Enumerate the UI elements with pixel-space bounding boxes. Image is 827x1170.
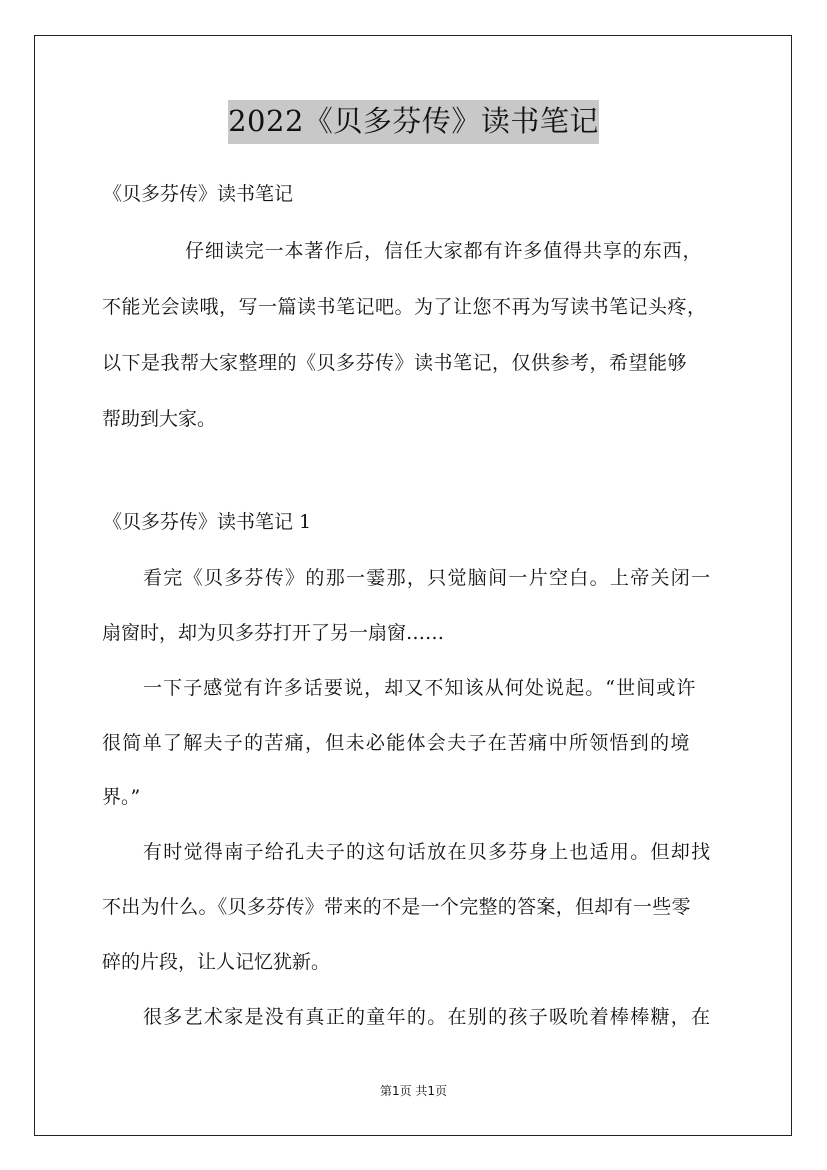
intro-line-2: 不能光会读哦，写一篇读书笔记吧。为了让您不再为写读书笔记头疼，: [102, 296, 707, 318]
body-line-4: 很简单了解夫子的苦痛，但未必能体会夫子在苦痛中所领悟到的境: [102, 732, 691, 754]
body-line-7: 不出为什么。《贝多芬传》带来的不是一个完整的答案，但却有一些零: [102, 896, 691, 918]
body-line-9: 很多艺术家是没有真正的童年的。在别的孩子吸吮着棒棒糖，在: [143, 1006, 712, 1028]
subtitle: 《贝多芬传》读书笔记: [103, 183, 294, 205]
body-line-1: 看完《贝多芬传》的那一霎那，只觉脑间一片空白。上帝关闭一: [143, 567, 712, 589]
body-line-6: 有时觉得南子给孔夫子的这句话放在贝多芬身上也适用。但却找: [143, 841, 712, 863]
document-title-wrap: [0, 100, 827, 144]
body-line-2: 扇窗时，却为贝多芬打开了另一扇窗……: [102, 622, 445, 644]
document-title: 2022《贝多芬传》读书笔记: [228, 100, 599, 144]
intro-line-1: 仔细读完一本著作后，信任大家都有许多值得共享的东西，: [185, 240, 703, 262]
body-line-8: 碎的片段，让人记忆犹新。: [102, 951, 331, 973]
page-footer: 第1页 共1页: [379, 1084, 448, 1098]
body-line-5: 界。”: [102, 786, 141, 808]
intro-line-3: 以下是我帮大家整理的《贝多芬传》读书笔记，仅供参考，希望能够: [102, 352, 688, 374]
body-line-3: 一下子感觉有许多话要说，却又不知该从何处说起。“世间或许: [143, 677, 697, 699]
section-heading: 《贝多芬传》读书笔记 1: [103, 511, 312, 533]
intro-line-4: 帮助到大家。: [102, 408, 217, 430]
